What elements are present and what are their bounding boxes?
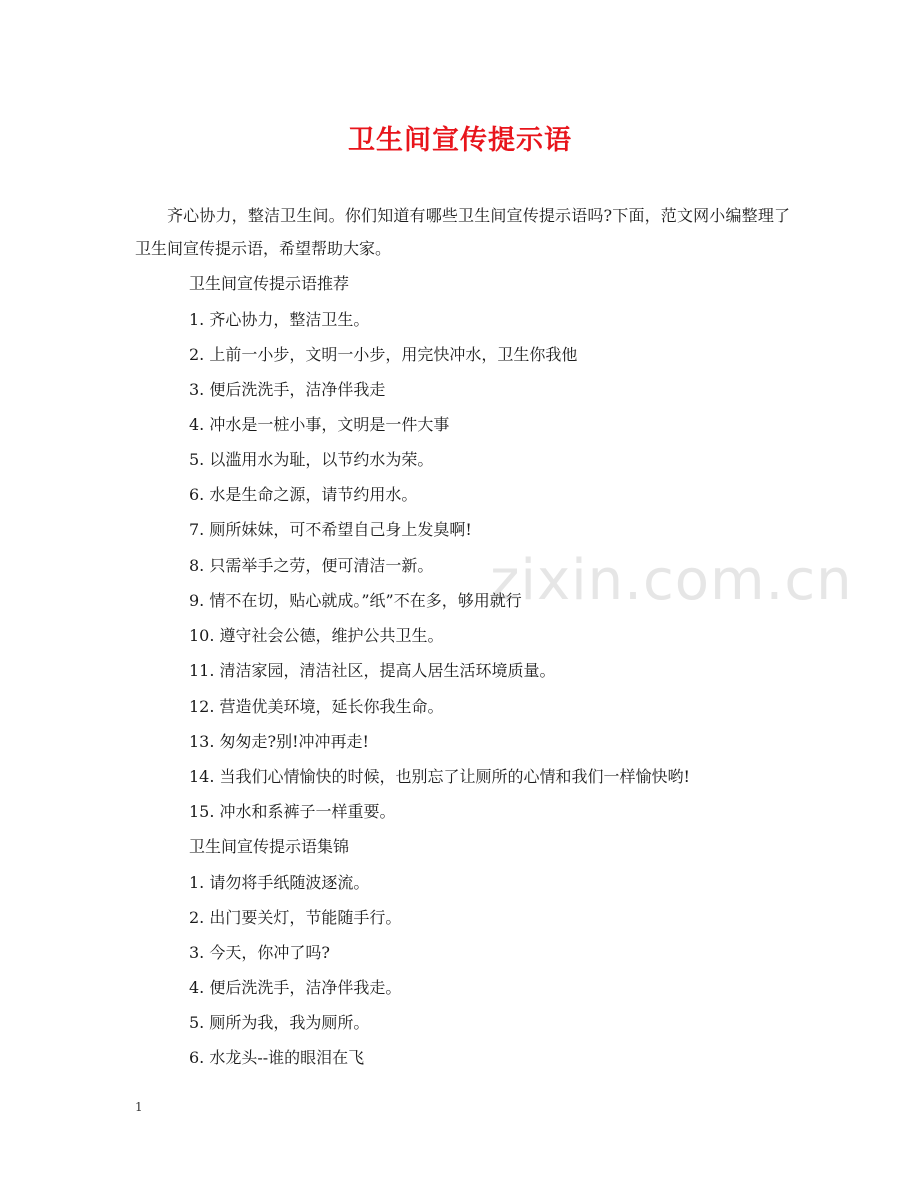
list-item: 5. 厕所为我，我为厕所。 bbox=[189, 1013, 370, 1032]
list-item: 11. 清洁家园，清洁社区，提高人居生活环境质量。 bbox=[189, 661, 556, 680]
list-item: 12. 营造优美环境，延长你我生命。 bbox=[189, 697, 444, 716]
list-item: 6. 水龙头--谁的眼泪在飞 bbox=[189, 1048, 365, 1067]
list-item: 1. 请勿将手纸随波逐流。 bbox=[189, 873, 370, 892]
list-item: 2. 上前一小步，文明一小步，用完快冲水，卫生你我他 bbox=[189, 345, 578, 364]
list-item: 1. 齐心协力，整洁卫生。 bbox=[189, 310, 370, 329]
list-item: 10. 遵守社会公德，维护公共卫生。 bbox=[189, 626, 444, 645]
section-heading-recommend: 卫生间宣传提示语推荐 bbox=[189, 274, 350, 293]
list-item: 6. 水是生命之源，请节约用水。 bbox=[189, 485, 418, 504]
list-item: 13. 匆匆走?别!冲冲再走! bbox=[189, 732, 369, 751]
list-item: 3. 便后洗洗手，洁净伴我走 bbox=[189, 380, 386, 399]
list-item: 4. 便后洗洗手，洁净伴我走。 bbox=[189, 978, 402, 997]
list-item: 14. 当我们心情愉快的时候，也别忘了让厕所的心情和我们一样愉快哟! bbox=[189, 767, 690, 786]
page-number: 1 bbox=[135, 1100, 143, 1114]
list-item: 9. 情不在切，贴心就成。”纸”不在多，够用就行 bbox=[189, 591, 522, 610]
watermark: zixin.com.cn bbox=[490, 548, 853, 613]
list-item: 3. 今天，你冲了吗? bbox=[189, 943, 330, 962]
list-item: 7. 厕所妹妹，可不希望自己身上发臭啊! bbox=[189, 520, 472, 539]
list-item: 5. 以滥用水为耻，以节约水为荣。 bbox=[189, 450, 434, 469]
list-item: 2. 出门要关灯，节能随手行。 bbox=[189, 908, 402, 927]
list-item: 8. 只需举手之劳，便可清洁一新。 bbox=[189, 556, 434, 575]
intro-paragraph: 齐心协力，整洁卫生间。你们知道有哪些卫生间宣传提示语吗?下面，范文网小编整理了卫生间宣传提示语，希望帮助大家。 bbox=[135, 206, 790, 258]
section-heading-collection: 卫生间宣传提示语集锦 bbox=[189, 837, 350, 856]
page-title: 卫生间宣传提示语 bbox=[348, 125, 572, 156]
list-item: 15. 冲水和系裤子一样重要。 bbox=[189, 802, 396, 821]
list-item: 4. 冲水是一桩小事，文明是一件大事 bbox=[189, 415, 450, 434]
